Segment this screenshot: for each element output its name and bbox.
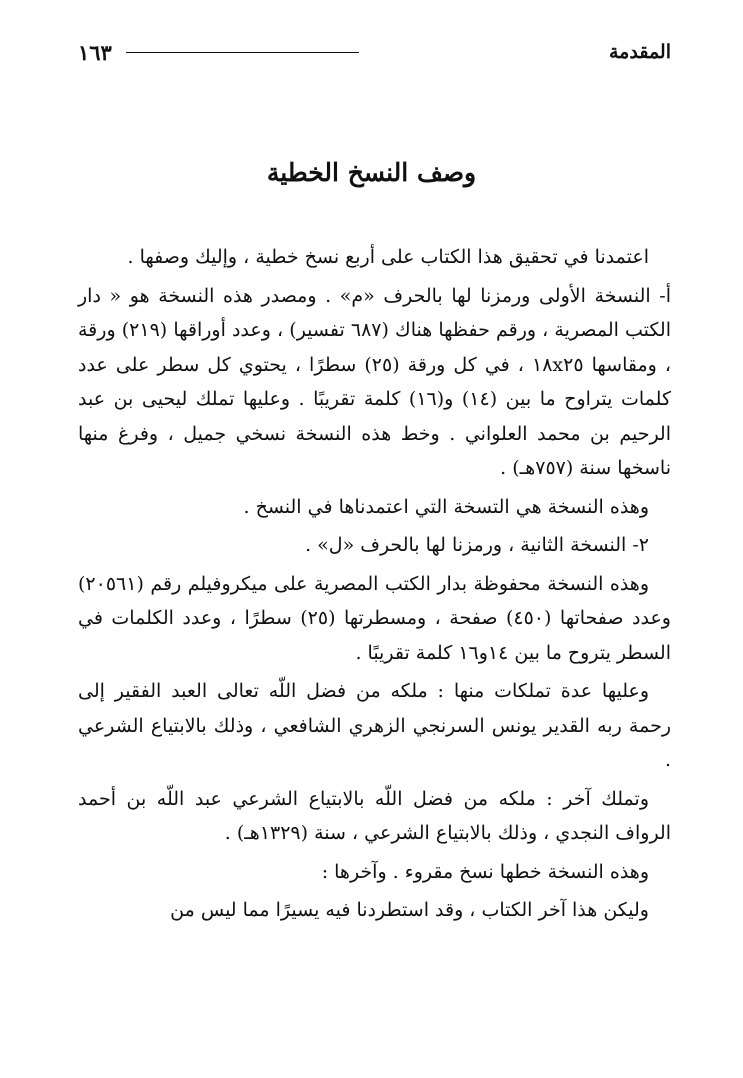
section-title: وصف النسخ الخطية [266, 158, 477, 187]
page-header [78, 36, 671, 68]
header-rule [126, 52, 360, 53]
paragraph: وتملك آخر : ملكه من فضل اللّه بالابتياع الشرعي عبد اللّه بن أحمد الرواف النجدي ، وذلك بالابتياع الشرعي ، سنة (١٣٢٩هـ) . [78, 787, 671, 844]
paragraph: وعليها عدة تملكات منها : ملكه من فضل اللّه تعالى العبد الفقير إلى رحمة ربه القدير يونس السرنجي الزهري الشافعي ، وذلك بالابتياع الشرعي . [78, 680, 671, 771]
paragraph: وهذه النسخة محفوظة بدار الكتب المصرية على ميكروفيلم رقم (٢٠٥٦١) وعدد صفحاتها (٤٥٠) صفحة ، ومسطرتها (٢٥) سطرًا ، وعدد الكلمات في السطر يتروح ما بين ١٤و١٦ كلمة تقريبًا . [78, 572, 671, 664]
paragraph: اعتمدنا في تحقيق هذا الكتاب على أربع نسخ خطية ، وإليك وصفها . [127, 246, 649, 268]
paragraph: ٢- النسخة الثانية ، ورمزنا لها بالحرف «ل» . [305, 534, 649, 556]
paragraph: وهذه النسخة خطها نسخ مقروء . وآخرها : [321, 860, 649, 883]
page-number: ١٦٣ [78, 39, 112, 65]
paragraph: أ- النسخة الأولى ورمزنا لها بالحرف «م» . ومصدر هذه النسخة هو « دار الكتب المصرية ، ورقم حفظها هناك (٦٨٧ تفسير) ، وعدد أوراقها (٢١٩) ورقة ، ومقاسها ١٨x٢٥ ، في كل ورقة (٢٥) سطرًا ، يحتوي كل سطر على عدد كلمات يتراوح ما بين (١٤) و(١٦) كلمة تقريبًا . وعليها تملك ليحيى بن عبد الرحيم بن محمد العلواني . وخط هذه النسخة نسخي جميل ، وفرغ منها ناسخها سنة (٧٥٧هـ) . [78, 284, 671, 479]
paragraph: وهذه النسخة هي التسخة التي اعتمدناها في النسخ . [243, 495, 649, 518]
paragraph: وليكن هذا آخر الكتاب ، وقد استطردنا فيه يسيرًا مما ليس من [170, 899, 649, 921]
body-text [78, 240, 671, 932]
running-title: المقدمة [609, 41, 672, 63]
